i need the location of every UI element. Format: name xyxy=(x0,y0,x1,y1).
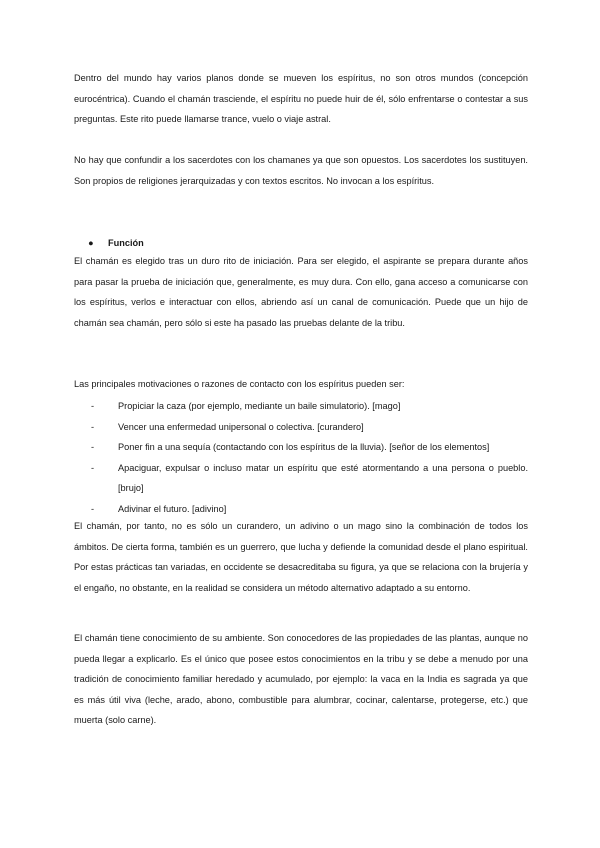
dash-marker: - xyxy=(91,462,95,473)
section-heading-text: Función xyxy=(108,238,144,248)
motivations-list xyxy=(74,396,528,519)
paragraph-knowledge: El chamán tiene conocimiento de su ambiente. Son conocedores de las propiedades de las plantas, aunque no pueda llegar a explicarlo. Es el único que posee estos conocimientos en la tribu y se debe a menudo por una tradición de conocimiento familiar heredado y acumulado, por ejemplo: la vaca en la India es sagrada ya que es más útil viva (leche, arado, abono, combustible para alumbrar, cocinar, calentarse, protegerse, etc.) que muerta (solo carne). xyxy=(74,633,528,725)
bullet-icon: ● xyxy=(88,238,94,248)
list-item: - Apaciguar, expulsar o incluso matar un espíritu que esté atormentando a una persona o pueblo. [brujo] xyxy=(74,458,528,499)
paragraph-planes: Dentro del mundo hay varios planos donde se mueven los espíritus, no son otros mundos (concepción eurocéntrica). Cuando el chamán trasciende, el espíritu no puede huir de él, sólo enfrentarse o contestar a sus preguntas. Este rito puede llamarse trance, vuelo o viaje astral. xyxy=(74,73,528,124)
list-item: - Vencer una enfermedad unipersonal o colectiva. [curandero] xyxy=(74,417,528,438)
dash-marker: - xyxy=(91,503,95,514)
list-item: - Propiciar la caza (por ejemplo, mediante un baile simulatorio). [mago] xyxy=(74,396,528,417)
dash-marker: - xyxy=(91,421,95,432)
paragraph-initiation: El chamán es elegido tras un duro rito de iniciación. Para ser elegido, el aspirante se prepara durante años para pasar la prueba de iniciación que, generalmente, es muy dura. Con ello, gana acceso a comunicarse con los espíritus, verlos e interactuar con ellos, abriendo así un canal de comunicación. Puede que un hijo de chamán sea chamán, pero sólo si este ha pasado las pruebas delante de la tribu. xyxy=(74,256,528,328)
paragraph-motivations-intro: Las principales motivaciones o razones de contacto con los espíritus pueden ser: xyxy=(74,379,405,389)
section-heading xyxy=(88,233,144,253)
paragraph-combination: El chamán, por tanto, no es sólo un curandero, un adivino o un mago sino la combinación de todos los ámbitos. De cierta forma, también es un guerrero, que lucha y defiende la comunidad desde el plano espiritual. Por estas prácticas tan variadas, en occidente se desacreditaba su figura, ya que se relaciona con la brujería y el engaño, no obstante, en la realidad se considera un método alternativo adaptado a su entorno. xyxy=(74,521,528,593)
list-item: - Poner fin a una sequía (contactando con los espíritus de la lluvia). [señor de los elementos] xyxy=(74,437,528,458)
list-item: - Adivinar el futuro. [adivino] xyxy=(74,499,528,520)
paragraph-priests: No hay que confundir a los sacerdotes con los chamanes ya que son opuestos. Los sacerdotes los sustituyen. Son propios de religiones jerarquizadas y con textos escritos. No invocan a los espíritus. xyxy=(74,155,528,186)
dash-marker: - xyxy=(91,442,95,452)
dash-marker: - xyxy=(91,401,95,411)
